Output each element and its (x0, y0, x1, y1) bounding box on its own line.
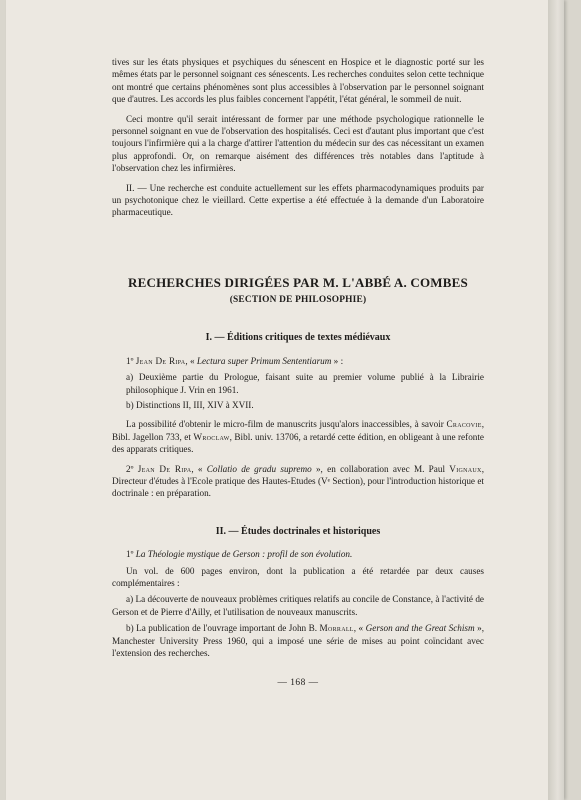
page-number: — 168 — (277, 678, 319, 689)
collaborator-name: Vignaux (449, 463, 482, 474)
item-number: 2º (126, 463, 138, 474)
section-subtitle: (SECTION DE PHILOSOPHIE) (229, 294, 367, 305)
text-run: , Directeur d'études à l'Ecole pratique des Hautes-Etudes (Vᵉ Section), pour l'introduction historique et doctrinale : en préparation. (112, 463, 484, 499)
city-name: Wroclaw (193, 431, 230, 442)
part1-paragraph (112, 418, 484, 455)
author-name: Morrall (319, 623, 354, 634)
work-title: Collatio de gradu supremo (206, 463, 312, 474)
separator: , « (353, 623, 366, 634)
text-run: , Bibl. Jagellon 733, et (112, 419, 484, 442)
page-edge (548, 0, 564, 800)
work-title: Lectura super Primum Sententiarum (196, 355, 332, 366)
part1-item1-a: a) Deuxième partie du Prologue, faisant suite au premier volume publié à la Librairie philosophique J. Vrin en 1961. (126, 372, 484, 395)
page-sheet (6, 0, 564, 800)
part2-heading: II. — Études doctrinales et historiques (215, 525, 381, 537)
author-name: Jean De Ripa (135, 355, 186, 366)
separator: , « (185, 355, 197, 366)
part2-paragraph: Un vol. de 600 pages environ, dont la publication a été retardée par deux causes complémentaires : (112, 565, 484, 588)
part2-item-b (112, 622, 484, 659)
intro-paragraph-3: II. — Une recherche est conduite actuellement sur les effets pharmacodynamiques produits par un psychotonique chez le vieillard. Cette expertise a été effectuée à la demande d'un Laboratoire pharmaceutique. (112, 182, 484, 218)
part2-item-a: a) La découverte de nouveaux problèmes critiques relatifs au concile de Constance, à l'activité de Gerson et de Pierre d'Ailly, et l'utilisation de nouveaux manuscrits. (112, 594, 484, 617)
text-run: , Bibl. univ. 13706, a retardé cette édition, en obligeant à une refonte des apparats critiques. (112, 431, 485, 455)
part1-item1-b: b) Distinctions II, III, XIV à XVII. (126, 399, 254, 410)
city-name: Cracovie (446, 419, 482, 430)
part1-item2 (112, 463, 484, 500)
work-title: La Théologie mystique de Gerson : profil de son évolution. (135, 549, 353, 560)
separator: , « (191, 463, 207, 474)
text-run: b) La publication de l'ouvrage important de John B. (126, 623, 320, 634)
work-title: Gerson and the Great Schism (365, 623, 475, 634)
text-run: La possibilité d'obtenir le micro-film de manuscrits jusqu'alors inaccessibles, à savoir (126, 419, 447, 430)
author-name: Jean De Ripa (137, 463, 192, 474)
item-number: 1º (126, 355, 136, 366)
document-body (112, 56, 484, 690)
part1-item1 (112, 355, 484, 367)
intro-paragraph-1: tives sur les états physiques et psychiques du sénescent en Hospice et le diagnostic porté sur les mêmes états par le personnel soignant ces sénescents. Les recherches conduites selon cette technique ont montré que certains phénomènes sont plus accessibles à l'observation par le personnel soignant que d'autres. Les accords les plus faibles concernent l'appétit, l'état général, le sommeil de nuit. (112, 57, 484, 105)
intro-paragraph-2: Ceci montre qu'il serait intéressant de former par une méthode psychologique rationnelle le personnel soignant en vue de l'observation des hospitalisés. Ceci est d'autant plus important que c'est toujours l'infirmière qui a la charge d'attirer l'attention du médecin sur des cas nécessitant un examen plus approfondi. Or, on remarque aisément des différences très notables dans l'aptitude à l'observation chez les infirmières. (112, 113, 484, 174)
text-run: », en collaboration avec M. Paul (311, 463, 450, 474)
text-run: », Manchester University Press 1960, qui a imposé une série de mises au point coïncidant avec l'extension des recherches. (112, 623, 485, 658)
part1-heading: I. — Éditions critiques de textes médiévaux (205, 332, 391, 344)
item-number: 1º (126, 549, 136, 560)
part2-item1 (112, 548, 484, 560)
separator: » : (331, 355, 344, 366)
section-title: RECHERCHES DIRIGÉES PAR M. L'ABBÉ A. COMBES (128, 274, 468, 290)
